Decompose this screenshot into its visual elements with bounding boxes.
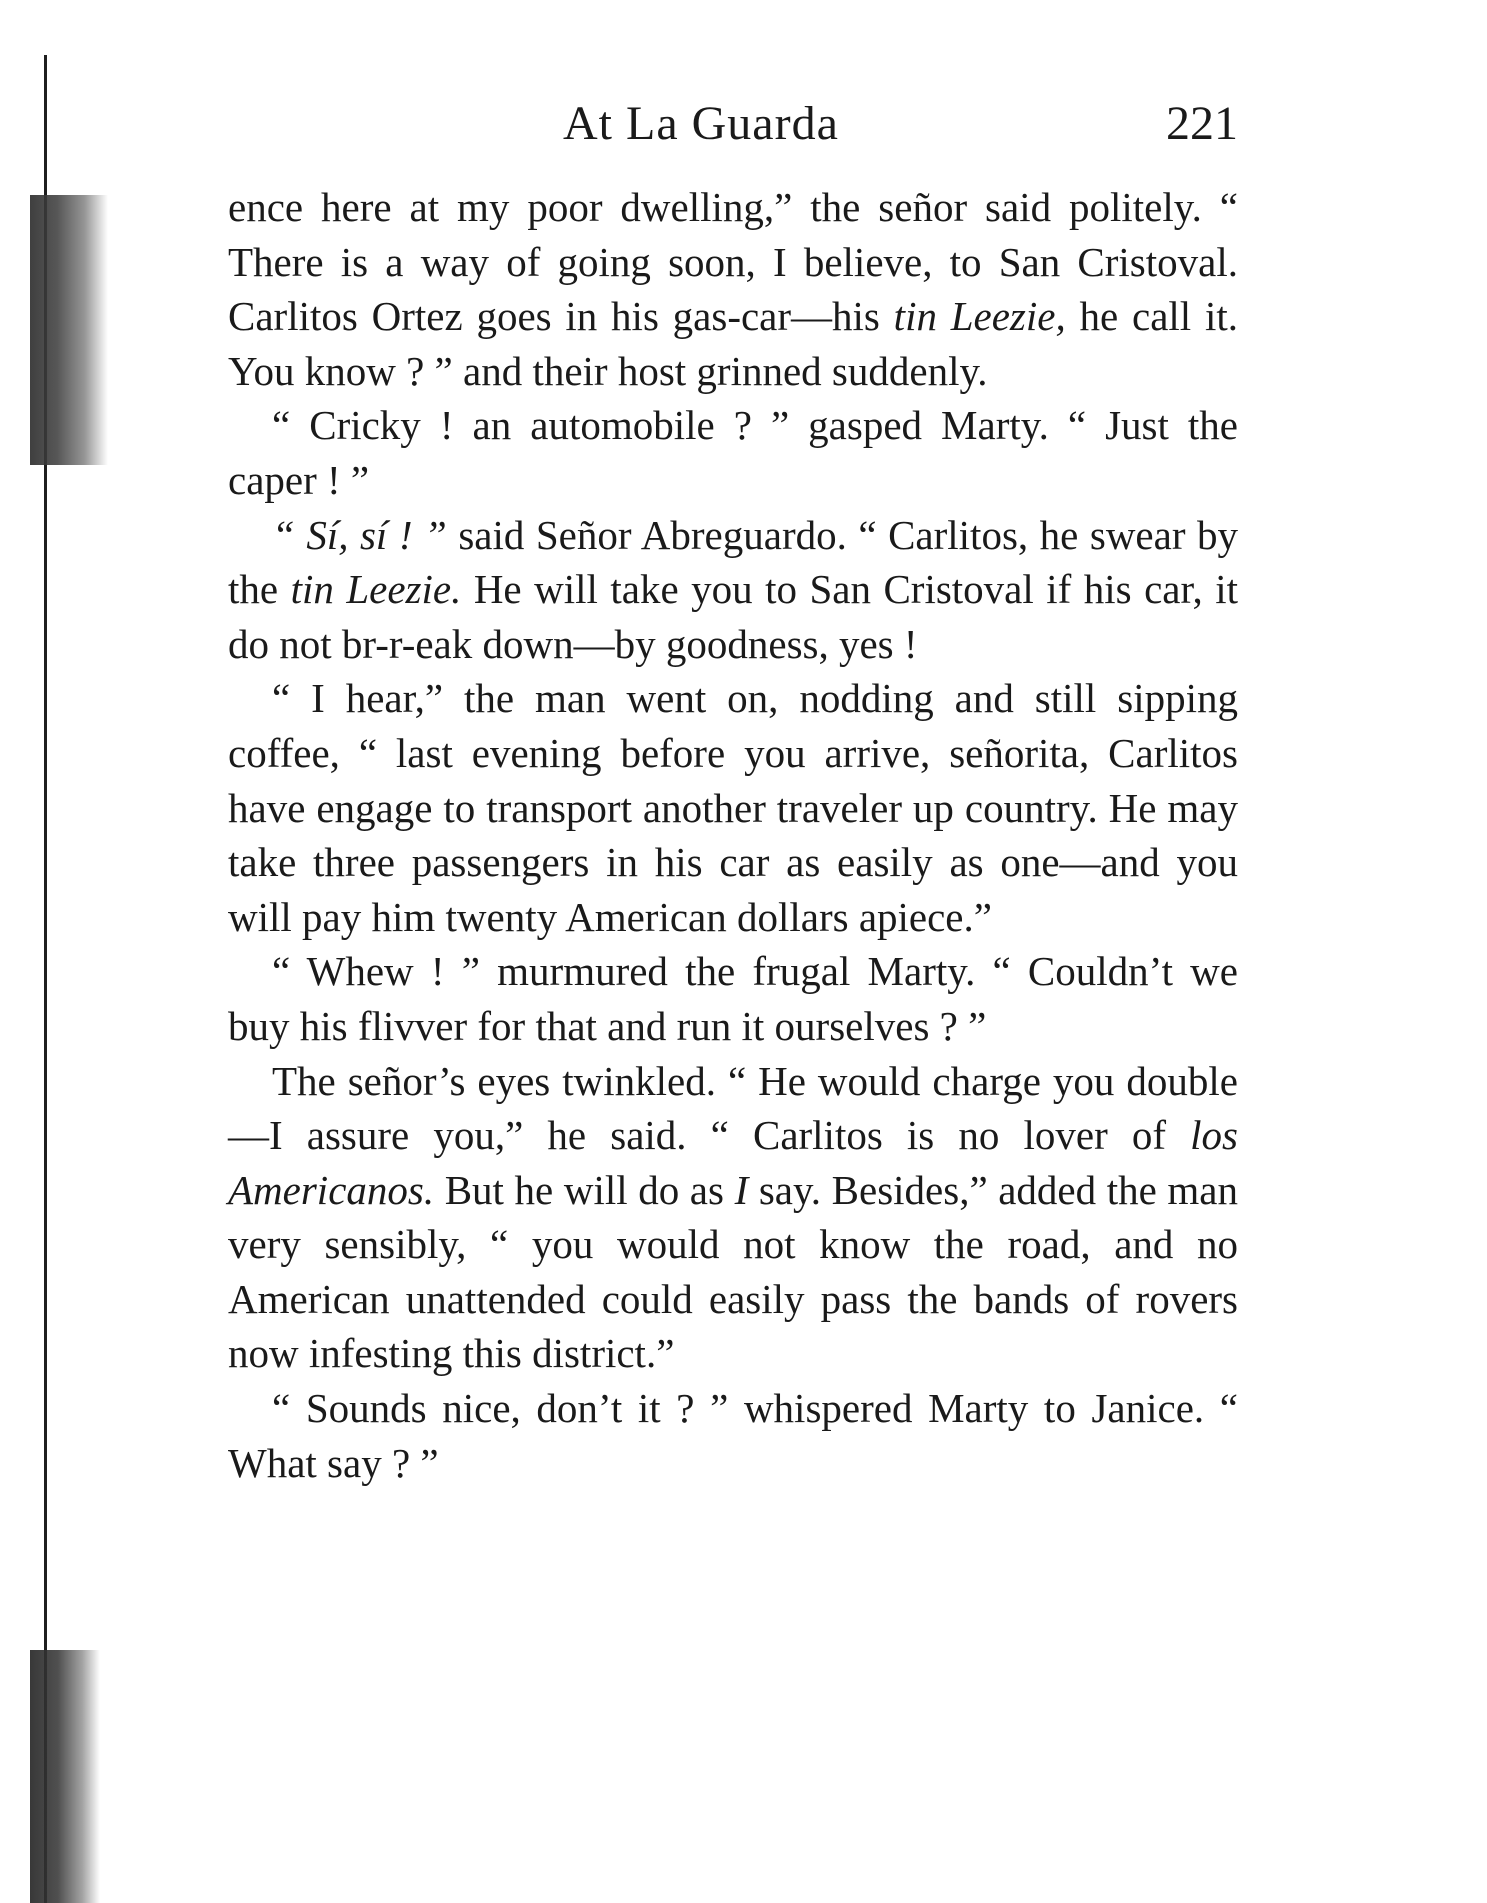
text-run: “ Cricky ! an automobile ? ” gasped Marty. “ Just the caper ! ” <box>228 402 1238 503</box>
text-run: ence here at my poor dwelling,” the señor said politely. “ There is a way of going soon, I believe, to San Cristoval. Carlitos Ortez goes in his gas-car—his <box>228 184 1238 340</box>
body-text <box>228 180 1238 1490</box>
page-header <box>228 90 1238 160</box>
italic-text: los Americanos. <box>228 1112 1238 1213</box>
paragraph <box>228 398 1238 507</box>
text-run: said Señor Abreguardo. “ Carlitos, he swear by the <box>228 511 1238 613</box>
paragraph <box>228 1054 1238 1382</box>
page-number: 221 <box>1166 97 1238 150</box>
paragraph <box>228 508 1238 672</box>
paragraph <box>228 671 1238 944</box>
paragraph <box>228 944 1238 1053</box>
italic-text: tin Leezie. <box>290 566 462 613</box>
text-run: “ I hear,” the man went on, nodding and still sipping coffee, “ last evening before you arrive, señorita, Carlitos have engage to transport another traveler up country. He may take three passengers in his car as easily as one—and you will pay him twenty American dollars apiece.” <box>228 675 1238 940</box>
text-run: “ Whew ! ” murmured the frugal Marty. “ Couldn’t we buy his flivver for that and run it ourselves ? ” <box>228 948 1238 1049</box>
scan-shadow-bottom <box>30 1650 100 1903</box>
text-run: he call it. You know ? ” and their host grinned suddenly. <box>228 293 1238 394</box>
italic-text: I <box>734 1166 749 1213</box>
running-title: At La Guarda <box>563 97 839 150</box>
book-page <box>228 90 1238 1490</box>
text-run: “ Sounds nice, don’t it ? ” whispered Marty to Janice. “ What say ? ” <box>228 1385 1238 1486</box>
paragraph <box>228 180 1238 398</box>
scan-shadow-top <box>30 195 108 465</box>
text-run: He will take you to San Cristoval if his car, it do not br-r-eak down—by goodness, yes ! <box>228 566 1239 667</box>
italic-text: “ Sí, sí ! ” <box>272 511 447 558</box>
italic-text: tin Leezie, <box>893 293 1066 340</box>
text-run: The señor’s eyes twinkled. “ He would charge you double—I assure you,” he said. “ Carlitos is no lover of <box>228 1057 1238 1159</box>
paragraph <box>228 1381 1238 1490</box>
text-run: But he will do as <box>434 1166 735 1213</box>
text-run: say. Besides,” added the man very sensibly, “ you would not know the road, and no American unattended could easily pass the bands of rovers now infesting this district.” <box>228 1166 1239 1377</box>
